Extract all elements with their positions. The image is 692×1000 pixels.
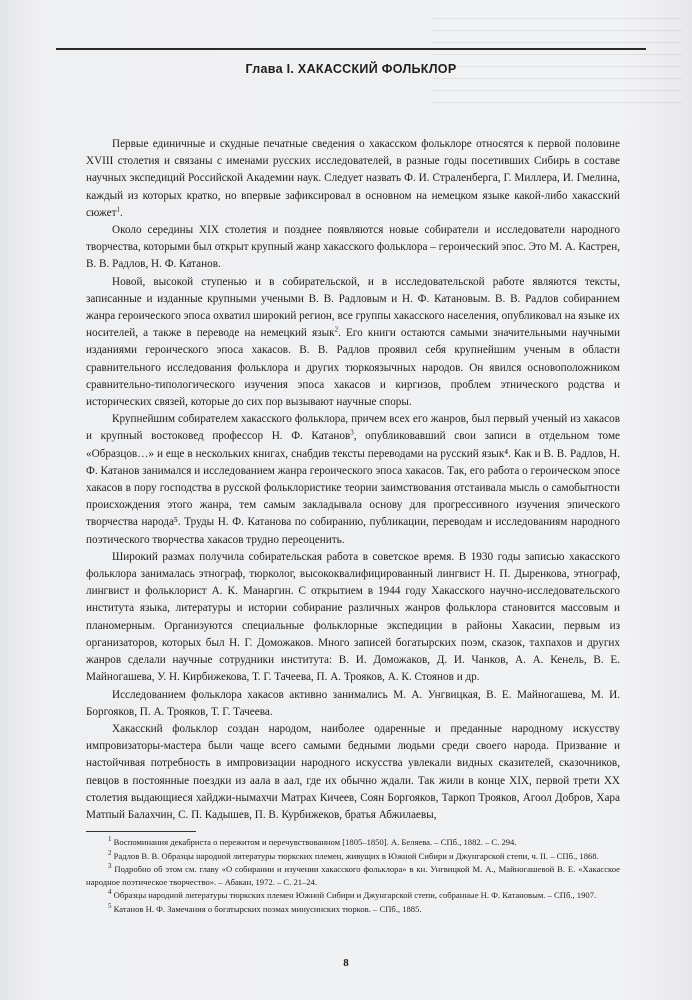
paragraph: Хакасский фольклор создан народом, наиболее одаренные и преданные народному искусству импровизаторы-мастера были чаще всего самыми бедными людьми среди своего народа. Призвание и настойчивая потребность в импровизации народного искусства увлекали видных сказителей, сказочников, певцов в постоянные поездки из аала в аал, где их обычно ждали. Так жили в конце XIX, первой трети XX столетия выдающиеся хайджи-нымахчи Матрах Кичеев, Соян Боргояков, Таркоп Трояков, Агоол Добров, Хара Матпый Балахчин, С. П. Кадышев, П. В. Курбижеков, братья Абжилаевы, (86, 722, 620, 821)
footnote: $^3$ Подробно об этом см. главу «О собирании и изучении хакасского фольклора» в кн. Унгвицкой М. А., Майногашевой В. Е. «Хакасское народное поэтическое творчество». – Абакан, 1972. – С. 21–24. (86, 862, 620, 887)
body-text (86, 136, 620, 824)
paragraph: Новой, высокой ступенью и в собирательской, и в исследовательской работе являются тексты, записанные и изданные крупными учеными В. В. Радловым и Н. Ф. Катановым. В. В. Радлов собиранием жанра героического эпоса охватил широкий регион, все группы хакасского населения, опубликовал на языке их носителей, а также в переводе на немецкий язык$^2$. Его книги остаются самыми значительными научными изданиями героического эпоса хакасов. В. В. Радлов проявил себя крупнейшим ученым в области сравнительного исследования фольклора и других тюркоязычных народов. Он явился основоположником сравнительно-типологического изучения эпоса хакасов и киргизов, проблем этнического родства и исторических связей, которые до сих пор вызывают научные споры. (86, 275, 621, 409)
footnote: $^5$ Катанов Н. Ф. Замечания о богатырских поэмах минусинских тюрков. – СПб., 1885. (108, 902, 422, 914)
paragraph: Крупнейшим собирателем хакасского фольклора, причем всех его жанров, был первый ученый из хакасов и крупный востоковед профессор Н. Ф. Катанов$^3$, опубликовавший свои записи в отдельном томе «Образцов…» и еще в нескольких книгах, снабдив тексты переводами на русский язык⁴. Как и В. В. Радлов, Н. Ф. Катанов занимался и исследованием жанра героического эпоса хакасов. Так, его работа о героическом эпосе хакасов в пору господства в русской фольклористике теории заимствования отстаивала мысль о самобытности происхождения этого жанра, тем самым закладывала основу для прогрессивного изучения эпического творчества народа⁵. Труды Н. Ф. Катанова по собиранию, публикации, переводам и исследованиям народного поэтического творчества хакасов трудно переоценить. (86, 413, 620, 546)
paragraph: Первые единичные и скудные печатные сведения о хакасском фольклоре относятся к первой половине XVIII столетия и связаны с именами русских исследователей, в разные годы посетивших Сибирь в составе научных экспедиций Российской Академии наук. Следует назвать Ф. И. Страленберга, Г. Миллера, И. Гмелина, каждый из которых кратко, но впервые зафиксировал в основном на немецком языке какой-либо хакасский сюжет$^1$. (86, 138, 620, 219)
paragraph: Около середины XIX столетия и позднее появляются новые собиратели и исследователи народного творчества, которыми был открыт крупный жанр хакасского фольклора – героический эпос. Это М. А. Кастрен, В. В. Радлов, Н. Ф. Катанов. (86, 224, 620, 271)
chapter-title: Глава I. ХАКАССКИЙ ФОЛЬКЛОР (245, 62, 457, 76)
footnotes (86, 836, 620, 917)
footnote: $^2$ Радлов В. В. Образцы народной литературы тюркских племен, живущих в Южной Сибири и Джунгарской степи, ч. II. – СПб., 1868. (108, 848, 599, 861)
footnote: $^4$ Образцы народной литературы тюркских племен Южной Сибири и Джунгарской степи, собранные Н. Ф. Катановым. – СПб., 1907. (108, 888, 597, 901)
footnote-rule (86, 831, 196, 832)
paragraph: Широкий размах получила собирательская работа в советское время. В 1930 годы записью хакасского фольклора занималась этнограф, тюрколог, высококвалифицированный лингвист Н. П. Дыренкова, этнограф, лингвист и фольклорист А. К. Манаргин. С открытием в 1944 году Хакасского научно-исследовательского института языка, литературы и истории собирание различных жанров фольклора становится массовым и планомерным. Организуются специальные фольклорные экспедиции в районы Хакасии, первым из организаторов, которых был Н. Г. Доможаков. Много записей богатырских поэм, сказок, тахпахов и других жанров сделали научные сотрудники института: В. И. Доможаков, Д. И. Чанков, А. А. Кенель, В. Е. Майногашева, У. Н. Кирбижекова, Т. Г. Тачеева, П. А. Трояков, А. К. Стоянов и др. (86, 550, 620, 684)
header-rule (56, 48, 646, 50)
paragraph: Исследованием фольклора хакасов активно занимались М. А. Унгвицкая, В. Е. Майногашева, М. И. Боргояков, П. А. Трояков, Т. Г. Тачеева. (86, 688, 620, 718)
footnote: $^1$ Воспоминания декабриста о пережитом и перечувствованном [1805–1850]. А. Беляева. – СПб., 1882. – С. 294. (108, 835, 517, 847)
page-number: 8 (343, 957, 349, 969)
